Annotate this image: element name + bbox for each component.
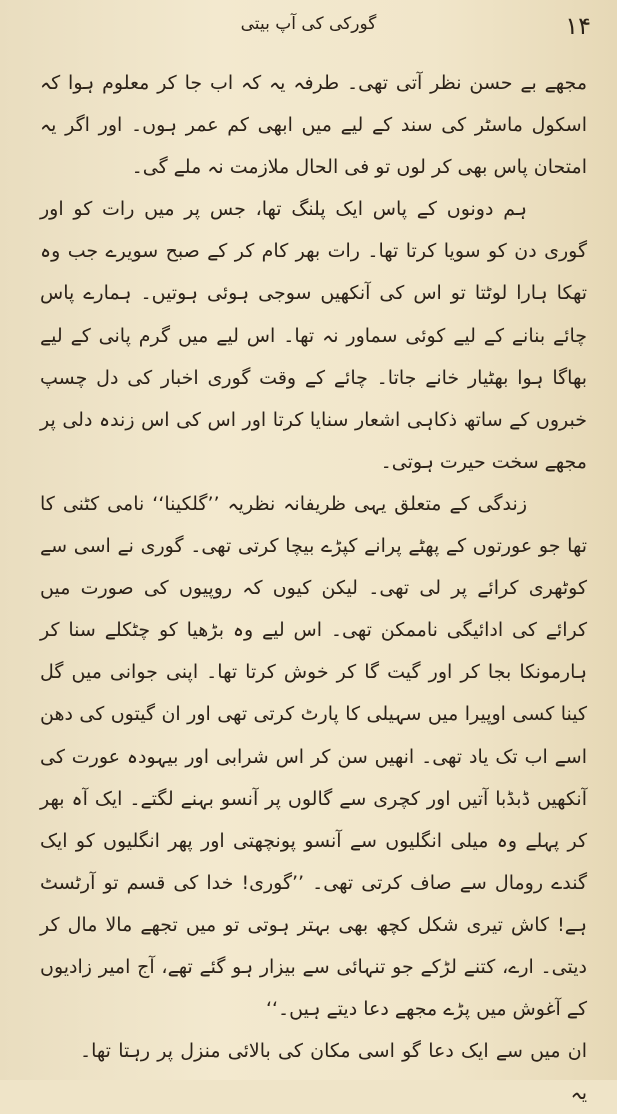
paragraph: زندگی کے متعلق یہی ظریفانہ نظریہ ’’گلکینا‘‘ نامی کٹنی کا تھا جو عورتوں کے پھٹے پرانے کپڑے بیچا کرتی تھی۔ گوری نے اسی سے کوٹھری کرائے پر لی تھی۔ لیکن کیوں کہ روپیوں کی صورت میں کرائے کی ادائیگی ناممکن تھی۔ اس لیے وہ بڑھیا کو چٹکلے سنا کر ہارمونکا بجا کر اور گیت گا کر خوش کرتا تھا۔ اپنی جوانی میں گل کینا کسی اوپیرا میں سہیلی کا پارٹ کرتی تھی اور ان گیتوں کی دھن اسے اب تک یاد تھی۔ انھیں سن کر اس شرابی اور بیہودہ عورت کی آنکھیں ڈبڈبا آتیں اور کچری سے گالوں پر آنسو بہنے لگتے۔ ایک آہ بھر کر پہلے وہ میلی انگلیوں سے آنسو پونچھتی اور پھر انگلیوں کو ایک گندے رومال سے صاف کرتی تھی۔ ’’گوری! خدا کی قسم تو آرٹسٹ ہے! کاش تیری شکل کچھ بھی بہتر ہوتی تو میں تجھے مالا مال کر دیتی۔ ارے، کتنے لڑکے جو تنہائی سے بیزار ہو گئے تھے، آج امیر زادیوں کے آغوش میں پڑے مجھے دعا دیتے ہیں۔‘‘ [40,492,587,1021]
paragraph: ہم دونوں کے پاس ایک پلنگ تھا، جس پر میں رات کو اور گوری دن کو سویا کرتا تھا۔ رات بھر کام کر کے صبح سویرے جب وہ تھکا ہارا لوٹتا تو اس کی آنکھیں سوجی ہوئی ہوتیں۔ ہمارے پاس چائے بنانے کے لیے کوئی سماور نہ تھا۔ اس لیے میں گرم پانی کے لیے بھاگا ہوا بھٹیار خانے جاتا۔ چائے کے وقت گوری اخبار کی دل چسپ خبروں کے ساتھ ذکاہی اشعار سنایا کرتا اور اس کی اس زندہ دلی پر مجھے سخت حیرت ہوتی۔ [40,198,587,473]
page-header [0,8,617,48]
running-title: گورکی کی آپ بیتی [240,14,377,34]
paragraph: ان میں سے ایک دعا گو اسی مکان کی بالائی منزل پر رہتا تھا۔ یہ [80,1040,587,1105]
body-text [40,62,587,1114]
page-number: ۱۴ [565,12,591,40]
paragraph: مجھے بے حسن نظر آتی تھی۔ طرفہ یہ کہ اب جا کر معلوم ہوا کہ اسکول ماسٹر کی سند کے لیے میں ابھی کم عمر ہوں۔ اور اگر یہ امتحان پاس بھی کر لوں تو فی الحال ملازمت نہ ملے گی۔ [40,72,587,179]
